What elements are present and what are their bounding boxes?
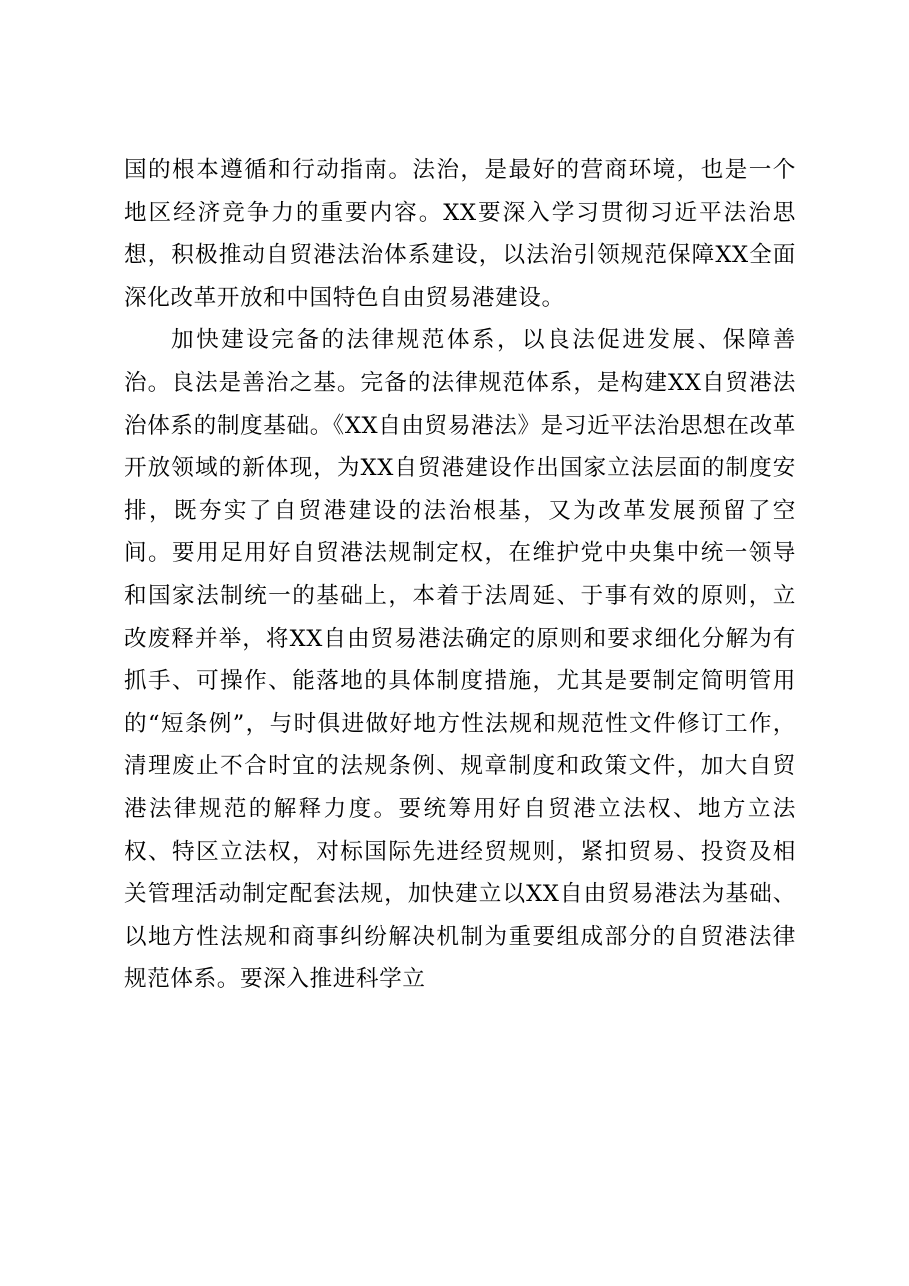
paragraph-1: 国的根本遵循和行动指南。法治，是最好的营商环境，也是一个地区经济竞争力的重要内容。XX要深入学习贯彻习近平法治思想，积极推动自贸港法治体系建设，以法治引领规范保障XX全面深化改革开放和中国特色自由贸易港建设。	[124, 157, 796, 311]
paragraph-2: 加快建设完备的法律规范体系，以良法促进发展、保障善治。良法是善治之基。完备的法律规范体系，是构建XX自贸港法治体系的制度基础。《XX自由贸易港法》是习近平法治思想在改革开放领域的新体现，为XX自贸港建设作出国家立法层面的制度安排，既夯实了自贸港建设的法治根基，又为改革发展预留了空间。要用足用好自贸港法规制定权，在维护党中央集中统一领导和国家法制统一的基础上，本着于法周延、于事有效的原则，立改废释并举，将XX自由贸易港法确定的原则和要求细化分解为有抓手、可操作、能落地的具体制度措施，尤其是要制定简明管用的“短条例”，与时俱进做好地方性法规和规范性文件修订工作，清理废止不合时宜的法规条例、规章制度和政策文件，加大自贸港法律规范的解释力度。要统筹用好自贸港立法权、地方立法权、特区立法权，对标国际先进经贸规则，紧扣贸易、投资及相关管理活动制定配套法规，加快建立以XX自由贸易港法为基础、以地方性法规和商事纠纷解决机制为重要组成部分的自贸港法律规范体系。要深入推进科学立	[124, 327, 796, 993]
document-body	[124, 149, 796, 1001]
